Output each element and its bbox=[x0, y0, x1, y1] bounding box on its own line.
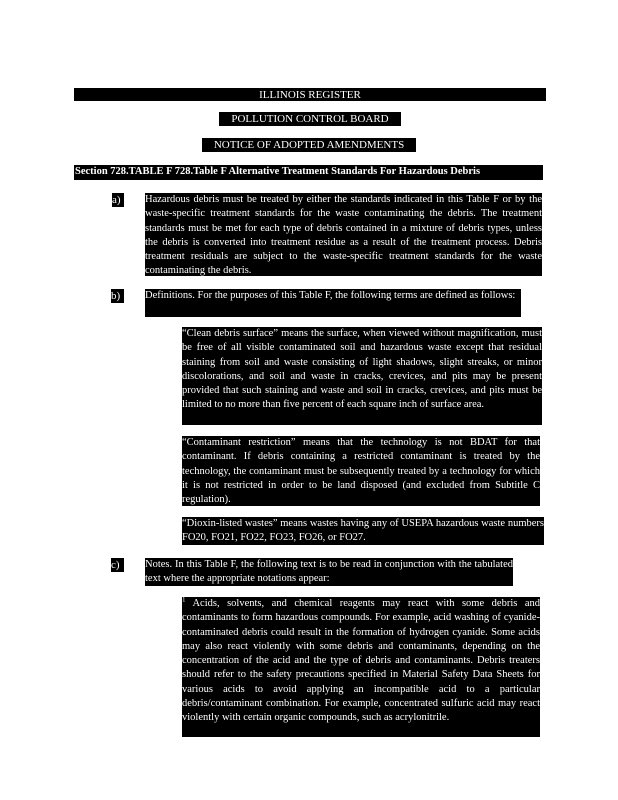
note-1-marker: 1 bbox=[182, 595, 186, 604]
definition-clean-debris-surface: “Clean debris surface” means the surface, when viewed without magnification, must be free of all visible contaminated soil and hazardous waste except that residual staining from soil and waste consisting of light shadows, slight streaks, or minor discolorations, and soil and waste in cracks, crevices, and pits may be present provided that such staining and waste and soil in cracks, crevices, and pits must be limited to no more than five percent of each square inch of surface area. bbox=[182, 327, 542, 425]
item-c-paragraph: Notes. In this Table F, the following text is to be read in conjunction with the tabulated text where the appropriate notations appear: bbox=[145, 559, 513, 585]
board-title-text: POLLUTION CONTROL BOARD bbox=[231, 113, 389, 125]
note-1 bbox=[182, 597, 540, 737]
notice-title-text: NOTICE OF ADOPTED AMENDMENTS bbox=[213, 139, 405, 151]
section-title-text: Section 728.TABLE F 728.Table F Alternative Treatment Standards For Hazardous Debris bbox=[75, 166, 481, 177]
register-title-text: ILLINOIS REGISTER bbox=[259, 89, 361, 101]
note-1-text: Acids, solvents, and chemical reagents may react with some debris and contaminants to form hazardous compounds. For example, acid washing of cyanide-contaminated debris could result in the formation of hydrogen cyanide. Some acids may also react violently with some debris and contaminants, depending on the concentration of the acid and the type of debris and contaminants. Debris treaters should refer to the safety precautions specified in Material Safety Data Sheets for various acids to avoid applying an incompatible acid to a particular debris/contaminant combination. For example, concentrated sulfuric acid may react violently with certain organic compounds, such as acrylonitrile. bbox=[182, 598, 541, 724]
board-title bbox=[219, 112, 401, 126]
definition-contaminant-restriction: “Contaminant restriction” means that the technology is not BDAT for that contaminant. If debris containing a restricted contaminant is treated by the technology, the contaminant must be subsequently treated by a technology for which it is not restricted in order to be land disposed (and excluded from Subtitle C regulation). bbox=[182, 437, 540, 506]
section-title bbox=[74, 165, 543, 180]
item-c-label: c) bbox=[111, 558, 124, 572]
notice-title bbox=[202, 138, 416, 152]
item-b-label: b) bbox=[111, 289, 124, 303]
item-a-paragraph: Hazardous debris must be treated by either the standards indicated in this Table F or by the waste-specific treatment standards for the waste contaminating the debris. The treatment standards must be met for each type of debris contained in a mixture of debris types, unless the debris is converted into treatment residue as a result of the treatment process. Debris treatment residuals are subject to the waste-specific treatment standards for the waste contaminating the debris. bbox=[145, 194, 542, 277]
item-a-label: a) bbox=[112, 193, 124, 207]
definition-dioxin-listed-wastes: “Dioxin-listed wastes” means wastes having any of USEPA hazardous waste numbers FO20, FO21, FO22, FO23, FO26, or FO27. bbox=[182, 518, 544, 544]
register-title bbox=[74, 88, 546, 101]
item-b-paragraph: Definitions. For the purposes of this Table F, the following terms are defined as follows: bbox=[145, 289, 521, 317]
